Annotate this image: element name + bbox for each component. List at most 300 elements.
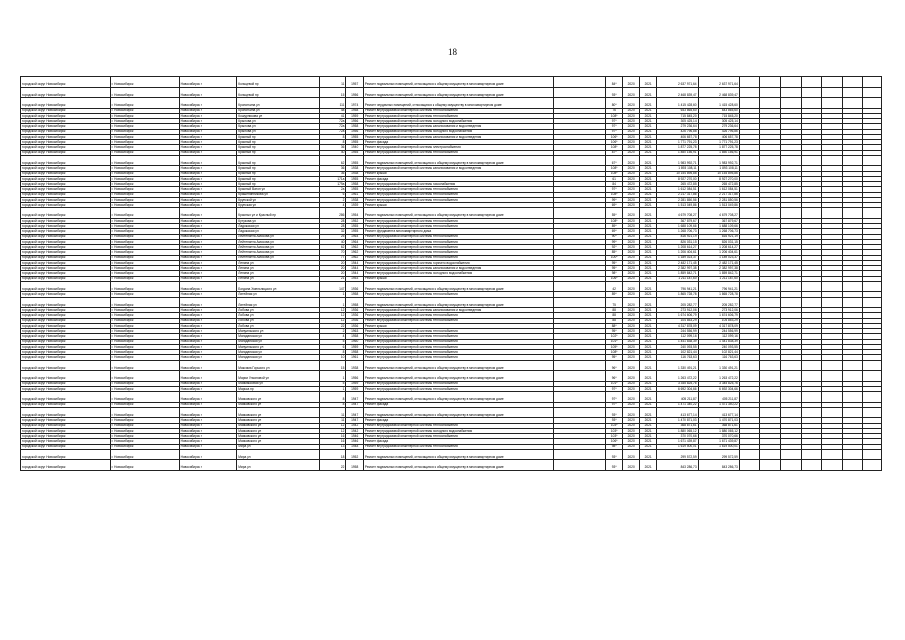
table-cell-col5: 1947 xyxy=(346,392,364,403)
table-cell-col5: 1944 xyxy=(346,271,364,276)
table-cell-col2: Новосибирск г xyxy=(179,113,237,118)
table-cell-col3: Лейтенанта Амосова ул xyxy=(237,239,319,244)
table-cell-col0: городской округ Новосибирск xyxy=(21,224,111,229)
table-cell-col9: 2020 xyxy=(623,260,639,265)
table-cell-col2: Новосибирск г xyxy=(179,224,237,229)
table-cell-col4: 111 xyxy=(319,98,346,109)
table-cell-col10: 2021 xyxy=(639,407,657,418)
table-cell-col6: Ремонт фасада xyxy=(363,176,554,181)
table-cell-col1: г. Новосибирск xyxy=(110,245,179,250)
table-cell-col7 xyxy=(554,77,605,88)
table-cell-col11: 10 154 895,86 xyxy=(657,171,698,176)
table-row xyxy=(21,77,882,88)
table-cell-col4: 4 xyxy=(319,203,346,208)
table-cell-col3: Магаданская ул xyxy=(237,355,319,360)
table-row xyxy=(21,281,882,292)
table-cell-col4: 72а xyxy=(319,129,346,134)
table-cell-col5: 1962 xyxy=(346,250,364,255)
table-cell-col5: 1938 xyxy=(346,360,364,371)
table-cell-col8: 88* xyxy=(605,323,623,328)
table-cell-col4: 4 xyxy=(319,334,346,339)
table-cell-col10: 2021 xyxy=(639,124,657,129)
table-cell-col10: 2021 xyxy=(639,318,657,323)
table-cell-col12: 104 853,29 xyxy=(698,318,739,323)
table-cell-col2: Новосибирск г xyxy=(179,339,237,344)
table-cell-col8: 99* xyxy=(605,197,623,202)
table-cell-col3: Маяковского ул xyxy=(237,428,319,433)
table-cell-col2: Новосибирск г xyxy=(179,208,237,219)
table-cell-col14 xyxy=(760,281,781,292)
table-cell-col1: г. Новосибирск xyxy=(110,239,179,244)
table-cell-col3: Ленина ул xyxy=(237,266,319,271)
table-cell-col3: Маяковского ул xyxy=(237,407,319,418)
table-cell-col10: 2021 xyxy=(639,229,657,234)
table-cell-col8: 84 xyxy=(605,182,623,187)
table-cell-col4: 1 xyxy=(319,297,346,308)
table-cell-col9: 2020 xyxy=(623,255,639,260)
table-cell-col10: 2021 xyxy=(639,371,657,382)
table-cell-col5: 1958 xyxy=(346,108,364,113)
table-cell-col6: Ремонт внутридомовой инженерной системы горячего водоснабжения xyxy=(363,260,554,265)
table-cell-col10: 2021 xyxy=(639,197,657,202)
table-cell-col5: 1959 xyxy=(346,386,364,391)
table-cell-col9: 2020 xyxy=(623,371,639,382)
table-cell-col12: 1 513 049,86 xyxy=(698,203,739,208)
table-cell-col5: 1964 xyxy=(346,239,364,244)
table-cell-col15 xyxy=(780,371,801,382)
table-cell-col14 xyxy=(760,407,781,418)
table-cell-col2: Новосибирск г xyxy=(179,250,237,255)
table-cell-col0: городской округ Новосибирск xyxy=(21,292,111,297)
table-cell-col11: 3 345 825,76 xyxy=(657,381,698,386)
table-cell-col9: 2020 xyxy=(623,239,639,244)
table-cell-col3: Маяковского ул xyxy=(237,434,319,439)
table-cell-col0: городской округ Новосибирск xyxy=(21,140,111,145)
table-cell-col15 xyxy=(780,155,801,166)
table-cell-col1: г. Новосибирск xyxy=(110,439,179,444)
table-cell-col9: 2020 xyxy=(623,234,639,239)
table-cell-col19 xyxy=(863,281,882,292)
table-cell-col0: городской округ Новосибирск xyxy=(21,392,111,403)
table-cell-col9: 2020 xyxy=(623,124,639,129)
table-cell-col8: 97* xyxy=(605,129,623,134)
table-cell-col2: Новосибирск г xyxy=(179,239,237,244)
table-cell-col0: городской округ Новосибирск xyxy=(21,197,111,202)
table-cell-col8: 92* xyxy=(605,245,623,250)
table-cell-col8: 84* xyxy=(605,77,623,88)
table-cell-col13 xyxy=(739,407,760,418)
table-cell-col12: 299 572,59 xyxy=(698,449,739,460)
table-cell-col2: Новосибирск г xyxy=(179,124,237,129)
table-cell-col6: Ремонт фасада xyxy=(363,140,554,145)
table-cell-col2: Новосибирск г xyxy=(179,308,237,313)
table-cell-col3: Красных ул и Красный пр xyxy=(237,208,319,219)
table-cell-col9: 2020 xyxy=(623,113,639,118)
table-cell-col10: 2021 xyxy=(639,145,657,150)
table-cell-col12: 305 425,14 xyxy=(698,119,739,124)
table-cell-col6: Ремонт внутридомовой инженерной системы теплоснабжения xyxy=(363,344,554,349)
table-cell-col9: 2020 xyxy=(623,171,639,176)
table-cell-col1: г. Новосибирск xyxy=(110,208,179,219)
table-cell-col15 xyxy=(780,449,801,460)
table-cell-col5: 1963 xyxy=(346,329,364,334)
table-cell-col10: 2021 xyxy=(639,329,657,334)
table-cell-col4: 8 xyxy=(319,392,346,403)
table-cell-col0: городской округ Новосибирск xyxy=(21,134,111,139)
table-cell-col5: 1955 xyxy=(346,229,364,234)
table-cell-col10: 2021 xyxy=(639,323,657,328)
table-cell-col6: Ремонт внутридомовой инженерной системы теплоснабжения xyxy=(363,150,554,155)
table-cell-col0: городской округ Новосибирск xyxy=(21,381,111,386)
table-cell-col4: 179а xyxy=(319,182,346,187)
table-row xyxy=(21,392,882,403)
table-cell-col4: 6 xyxy=(319,344,346,349)
table-cell-col12: 273 912,06 xyxy=(698,308,739,313)
table-cell-col4: 20 xyxy=(319,271,346,276)
table-cell-col1: г. Новосибирск xyxy=(110,323,179,328)
table-cell-col9: 2020 xyxy=(623,192,639,197)
table-cell-col16 xyxy=(801,371,822,382)
table-cell-col8: 42 xyxy=(605,281,623,292)
table-cell-col0: городской округ Новосибирск xyxy=(21,313,111,318)
table-cell-col1: г. Новосибирск xyxy=(110,134,179,139)
table-cell-col11: 112 099,16 xyxy=(657,334,698,339)
table-cell-col9: 2020 xyxy=(623,334,639,339)
table-cell-col11: 244 556,99 xyxy=(657,329,698,334)
table-cell-col3: Маяковского ул xyxy=(237,439,319,444)
table-cell-col3: Маяковского ул xyxy=(237,423,319,428)
table-cell-col12: 715 845,20 xyxy=(698,113,739,118)
table-cell-col6: Ремонт внутридомовой инженерной системы газоснабжения xyxy=(363,182,554,187)
table-cell-col10: 2021 xyxy=(639,108,657,113)
table-cell-col5: 1938 xyxy=(346,197,364,202)
table-cell-col3: Ладожская ул xyxy=(237,224,319,229)
table-cell-col7 xyxy=(554,98,605,109)
table-cell-col1: г. Новосибирск xyxy=(110,386,179,391)
table-cell-col10: 2021 xyxy=(639,187,657,192)
table-cell-col8: 97* xyxy=(605,392,623,403)
table-cell-col9: 2020 xyxy=(623,323,639,328)
table-cell-col4: 48 xyxy=(319,108,346,113)
table-cell-col8: 97* xyxy=(605,119,623,124)
table-cell-col6: Ремонт внутридомовой инженерной системы теплоснабжения xyxy=(363,234,554,239)
table-cell-col1: г. Новосибирск xyxy=(110,77,179,88)
table-cell-col5: 1955 xyxy=(346,224,364,229)
table-cell-col12: 826 031,15 xyxy=(698,239,739,244)
table-cell-col8: 98* xyxy=(605,444,623,449)
table-row xyxy=(21,371,882,382)
table-cell-col8: 96* xyxy=(605,360,623,371)
table-cell-col16 xyxy=(801,87,822,98)
table-cell-col1: г. Новосибирск xyxy=(110,266,179,271)
table-cell-col19 xyxy=(863,371,882,382)
table-cell-col11: 1 268 706,73 xyxy=(657,229,698,234)
table-cell-col3: Литейная ул xyxy=(237,297,319,308)
table-cell-col8: 95* xyxy=(605,260,623,265)
table-cell-col15 xyxy=(780,77,801,88)
table-cell-col7 xyxy=(554,297,605,308)
table-cell-col10: 2021 xyxy=(639,266,657,271)
table-cell-col6: Ремонт внутридомовой инженерной системы теплоснабжения xyxy=(363,218,554,223)
table-cell-col1: г. Новосибирск xyxy=(110,308,179,313)
table-cell-col8: 93* xyxy=(605,87,623,98)
table-cell-col11: 4 679 708,27 xyxy=(657,208,698,219)
table-row xyxy=(21,208,882,219)
table-cell-col5: 1955 xyxy=(346,134,364,139)
table-cell-col1: г. Новосибирск xyxy=(110,192,179,197)
table-cell-col12: 1 208 614,27 xyxy=(698,245,739,250)
table-cell-col8: 96* xyxy=(605,371,623,382)
table-cell-col12: 1 865 728,78 xyxy=(698,292,739,297)
table-cell-col3: Красный Ватон ул xyxy=(237,187,319,192)
table-cell-col18 xyxy=(842,77,863,88)
table-cell-col9: 2020 xyxy=(623,355,639,360)
table-cell-col6: Ремонт подвальных помещений, относящихся к общему имуществу в многоквартирном доме xyxy=(363,87,554,98)
table-cell-col1: г. Новосибирск xyxy=(110,276,179,281)
table-cell-col2: Новосибирск г xyxy=(179,77,237,88)
table-cell-col6: Ремонт внутридомовой инженерной системы теплоснабжения xyxy=(363,255,554,260)
table-cell-col10: 2021 xyxy=(639,392,657,403)
table-cell-col12: 367 879,67 xyxy=(698,218,739,223)
table-cell-col0: городской округ Новосибирск xyxy=(21,255,111,260)
table-cell-col5: 1957 xyxy=(346,77,364,88)
table-cell-col19 xyxy=(863,360,882,371)
table-cell-col3: Мануильского ул xyxy=(237,344,319,349)
table-cell-col3: Ленина ул xyxy=(237,271,319,276)
table-cell-col4: 72а xyxy=(319,124,346,129)
table-cell-col5: 1936 xyxy=(346,318,364,323)
table-cell-col4: 62 xyxy=(319,245,346,250)
table-cell-col19 xyxy=(863,460,882,471)
table-cell-col12: 1 771 791,23 xyxy=(698,140,739,145)
table-cell-col6: Ремонт внутридомовой инженерной системы теплоснабжения xyxy=(363,239,554,244)
table-cell-col2: Новосибирск г xyxy=(179,266,237,271)
table-cell-col4: 20 xyxy=(319,260,346,265)
table-cell-col11: 1 859 842,71 xyxy=(657,271,698,276)
table-cell-col1: г. Новосибирск xyxy=(110,234,179,239)
table-cell-col8: 103* xyxy=(605,428,623,433)
table-cell-col19 xyxy=(863,87,882,98)
table-cell-col15 xyxy=(780,460,801,471)
table-cell-col10: 2021 xyxy=(639,308,657,313)
table-cell-col10: 2021 xyxy=(639,276,657,281)
table-cell-col11: 1 415 428,60 xyxy=(657,98,698,109)
table-cell-col12: 10 154 895,86 xyxy=(698,171,739,176)
table-cell-col0: городской округ Новосибирск xyxy=(21,192,111,197)
table-cell-col10: 2021 xyxy=(639,239,657,244)
table-cell-col19 xyxy=(863,155,882,166)
page-number: 18 xyxy=(448,47,457,57)
table-cell-col18 xyxy=(842,360,863,371)
table-cell-col6: Ремонт подвальных помещений, относящихся к общему имуществу в многоквартирном доме xyxy=(363,460,554,471)
table-cell-col0: городской округ Новосибирск xyxy=(21,360,111,371)
table-cell-col9: 2020 xyxy=(623,129,639,134)
table-cell-col3: Ладожская ул xyxy=(237,229,319,234)
table-cell-col9: 2020 xyxy=(623,187,639,192)
table-cell-col4: 8 xyxy=(319,134,346,139)
table-cell-col2: Новосибирск г xyxy=(179,98,237,109)
table-cell-col0: городской округ Новосибирск xyxy=(21,239,111,244)
table-cell-col11: 240 093,55 xyxy=(657,344,698,349)
table-cell-col8: 98* xyxy=(605,271,623,276)
table-cell-col5: 1946 xyxy=(346,434,364,439)
table-cell-col5: 1958 xyxy=(346,460,364,471)
table-cell-col9: 2020 xyxy=(623,329,639,334)
table-cell-col18 xyxy=(842,297,863,308)
table-cell-col1: г. Новосибирск xyxy=(110,129,179,134)
table-cell-col11: 826 031,15 xyxy=(657,239,698,244)
table-cell-col8: 93* xyxy=(605,418,623,423)
table-cell-col0: городской округ Новосибирск xyxy=(21,260,111,265)
table-cell-col10: 2021 xyxy=(639,334,657,339)
table-cell-col0: городской округ Новосибирск xyxy=(21,439,111,444)
table-row xyxy=(21,155,882,166)
table-cell-col0: городской округ Новосибирск xyxy=(21,318,111,323)
table-cell-col10: 2021 xyxy=(639,292,657,297)
table-cell-col3: Крылова ул xyxy=(237,119,319,124)
table-cell-col11: 843 286,73 xyxy=(657,460,698,471)
table-cell-col2: Новосибирск г xyxy=(179,187,237,192)
table-cell-col1: г. Новосибирск xyxy=(110,318,179,323)
table-cell-col12: 265 472,85 xyxy=(698,182,739,187)
table-cell-col11: 715 845,20 xyxy=(657,113,698,118)
table-cell-col18 xyxy=(842,87,863,98)
table-cell-col9: 2020 xyxy=(623,77,639,88)
table-cell-col11: 299 572,59 xyxy=(657,449,698,460)
table-cell-col6: Ремонт внутридомовой инженерной системы теплоснабжения xyxy=(363,434,554,439)
table-cell-col13 xyxy=(739,77,760,88)
table-cell-col3: Лобова ул xyxy=(237,323,319,328)
table-cell-col10: 2021 xyxy=(639,192,657,197)
table-cell-col0: городской округ Новосибирск xyxy=(21,150,111,155)
table-cell-col8: 101* xyxy=(605,381,623,386)
table-cell-col15 xyxy=(780,208,801,219)
table-cell-col12: 1 859 842,71 xyxy=(698,271,739,276)
table-cell-col8: 87* xyxy=(605,150,623,155)
table-cell-col12: 1 671 439,87 xyxy=(698,439,739,444)
table-cell-col12: 1 206 404,61 xyxy=(698,250,739,255)
table-cell-col10: 2021 xyxy=(639,428,657,433)
table-cell-col2: Новосибирск г xyxy=(179,344,237,349)
table-cell-col1: г. Новосибирск xyxy=(110,155,179,166)
table-cell-col1: г. Новосибирск xyxy=(110,329,179,334)
table-cell-col0: городской округ Новосибирск xyxy=(21,119,111,124)
table-cell-col11: 1 880 065,12 xyxy=(657,428,698,433)
table-cell-col6: Ремонт внутридомовой инженерной системы теплоснабжения xyxy=(363,350,554,355)
table-cell-col4: 2 xyxy=(319,197,346,202)
table-cell-col1: г. Новосибирск xyxy=(110,255,179,260)
table-cell-col0: городской округ Новосибирск xyxy=(21,386,111,391)
table-cell-col5: 1936 xyxy=(346,281,364,292)
table-cell-col16 xyxy=(801,297,822,308)
table-cell-col6: Ремонт внутридомовой инженерной системы канализования и водоотведения xyxy=(363,124,554,129)
table-cell-col2: Новосибирск г xyxy=(179,381,237,386)
table-cell-col11: 816 921,19 xyxy=(657,234,698,239)
table-cell-col9: 2020 xyxy=(623,134,639,139)
table-cell-col12: 1 688 109,66 xyxy=(698,224,739,229)
table-cell-col2: Новосибирск г xyxy=(179,197,237,202)
table-cell-col1: г. Новосибирск xyxy=(110,140,179,145)
table-cell-col12: 205 282,77 xyxy=(698,297,739,308)
table-cell-col2: Новосибирск г xyxy=(179,260,237,265)
table-cell-col18 xyxy=(842,392,863,403)
table-cell-col2: Новосибирск г xyxy=(179,292,237,297)
table-cell-col3: Кропоткина ул xyxy=(237,108,319,113)
table-cell-col5: 1938 xyxy=(346,171,364,176)
table-cell-col5: 1944 xyxy=(346,260,364,265)
table-cell-col10: 2021 xyxy=(639,176,657,181)
table-cell-col3: Лейтенанта Амосова ул xyxy=(237,234,319,239)
table-cell-col6: Ремонт внутридомовой инженерной системы теплоснабжения xyxy=(363,192,554,197)
table-cell-col2: Новосибирск г xyxy=(179,166,237,171)
table-cell-col19 xyxy=(863,449,882,460)
table-cell-col18 xyxy=(842,460,863,471)
table-cell-col10: 2021 xyxy=(639,182,657,187)
table-cell-col0: городской округ Новосибирск xyxy=(21,339,111,344)
table-cell-col12: 116 763,63 xyxy=(698,355,739,360)
table-cell-col5: 1962 xyxy=(346,245,364,250)
table-cell-col5: 1964 xyxy=(346,234,364,239)
table-cell-col5: 1952 xyxy=(346,218,364,223)
table-cell-col4: 77 xyxy=(319,255,346,260)
table-cell-col5: 1947 xyxy=(346,418,364,423)
table-cell-col16 xyxy=(801,407,822,418)
table-cell-col3: Маяковского ул xyxy=(237,418,319,423)
table-cell-col0: городской округ Новосибирск xyxy=(21,245,111,250)
table-cell-col8: 108* xyxy=(605,218,623,223)
table-cell-col8: 101* xyxy=(605,339,623,344)
table-cell-col3: Ленина ул xyxy=(237,260,319,265)
table-cell-col4: 36 xyxy=(319,171,346,176)
table-cell-col10: 2021 xyxy=(639,439,657,444)
table-cell-col6: Ремонт фасада xyxy=(363,439,554,444)
table-cell-col0: городской округ Новосибирск xyxy=(21,108,111,113)
table-cell-col9: 2020 xyxy=(623,460,639,471)
table-cell-col8: 67* xyxy=(605,155,623,166)
table-cell-col12: 1 470 871,03 xyxy=(698,418,739,423)
table-cell-col11: 273 912,06 xyxy=(657,308,698,313)
table-cell-col7 xyxy=(554,360,605,371)
table-cell-col11: 102 821,44 xyxy=(657,350,698,355)
table-cell-col4: 25 xyxy=(319,234,346,239)
table-cell-col2: Новосибирск г xyxy=(179,355,237,360)
table-cell-col19 xyxy=(863,392,882,403)
table-cell-col2: Новосибирск г xyxy=(179,444,237,449)
table-cell-col13 xyxy=(739,98,760,109)
table-cell-col3: Красный пр xyxy=(237,171,319,176)
table-cell-col13 xyxy=(739,449,760,460)
table-cell-col13 xyxy=(739,281,760,292)
table-cell-col9: 2020 xyxy=(623,98,639,109)
table-cell-col1: г. Новосибирск xyxy=(110,444,179,449)
table-cell-col2: Новосибирск г xyxy=(179,203,237,208)
table-cell-col0: городской округ Новосибирск xyxy=(21,407,111,418)
table-cell-col12: 1 850 156,91 xyxy=(698,150,739,155)
table-cell-col11: 279 236,64 xyxy=(657,124,698,129)
table-cell-col11: 8 927 270,00 xyxy=(657,176,698,181)
table-cell-col0: городской округ Новосибирск xyxy=(21,87,111,98)
table-cell-col6: Ремонт внутридомовой инженерной системы канализования и водоотведения xyxy=(363,166,554,171)
table-cell-col1: г. Новосибирск xyxy=(110,108,179,113)
table-cell-col3: Маймаксовая ул xyxy=(237,381,319,386)
table-cell-col4: 28 xyxy=(319,218,346,223)
table-cell-col12: 1 471 340,22 xyxy=(698,402,739,407)
table-cell-col9: 2020 xyxy=(623,318,639,323)
table-cell-col3: Крашенинникова ул xyxy=(237,192,319,197)
table-cell-col3: Марии Ульяновой ул xyxy=(237,371,319,382)
table-cell-col6: Ремонт подвальных помещений, относящихся к общему имуществу в многоквартирном доме xyxy=(363,360,554,371)
table-cell-col5: 1961 xyxy=(346,192,364,197)
